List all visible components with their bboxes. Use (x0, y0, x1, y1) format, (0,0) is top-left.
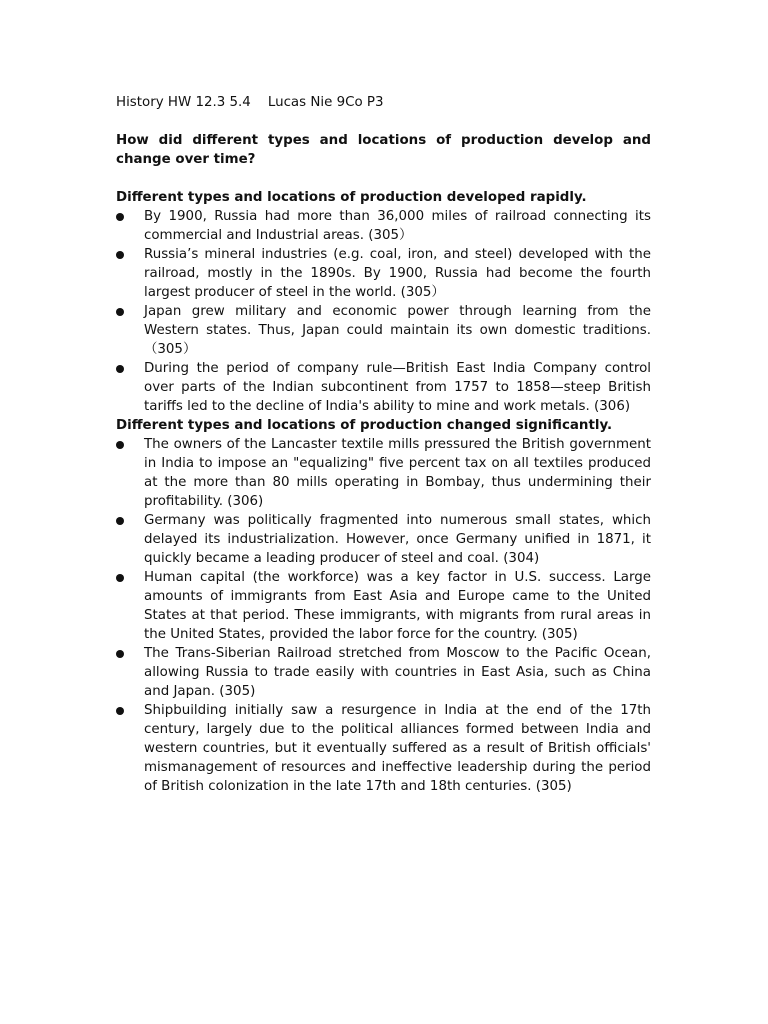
document-header: History HW 12.3 5.4 Lucas Nie 9Co P3 (116, 95, 384, 110)
section-heading: Different types and locations of production developed rapidly. (116, 190, 587, 205)
list-item-text: Human capital (the workforce) was a key factor in U.S. success. Large amounts of immigrants from East Asia and Europe came to the United States at that period. These immigrants, with migrants from rural areas in the United States, provided the labor force for the country. (305) (144, 570, 651, 642)
section-developed (116, 188, 651, 416)
bullet-icon (116, 207, 128, 226)
section-heading: Different types and locations of production changed significantly. (116, 418, 613, 433)
list-item (116, 511, 651, 568)
bullet-icon (116, 644, 128, 663)
bullet-icon (116, 701, 128, 720)
list-item-text: Germany was politically fragmented into numerous small states, which delayed its industrialization. However, once Germany unified in 1871, it quickly became a leading producer of steel and coal. (304) (144, 513, 651, 566)
list-item (116, 359, 651, 416)
bullet-icon (116, 435, 128, 454)
list-item-text: The Trans-Siberian Railroad stretched from Moscow to the Pacific Ocean, allowing Russia to trade easily with countries in East Asia, such as China and Japan. (305) (144, 646, 651, 699)
list-item-text: Japan grew military and economic power through learning from the Western states. Thus, Japan could maintain its own domestic traditions. （305） (144, 304, 651, 357)
bullet-icon (116, 302, 128, 321)
bullet-list (116, 207, 651, 416)
list-item (116, 245, 651, 302)
list-item-text: During the period of company rule—British East India Company control over parts of the Indian subcontinent from 1757 to 1858—steep British tariffs led to the decline of India's ability to mine and work metals. (306) (144, 361, 651, 414)
bullet-list (116, 435, 651, 796)
bullet-icon (116, 359, 128, 378)
list-item-text: Russia’s mineral industries (e.g. coal, iron, and steel) developed with the railroad, mostly in the 1890s. By 1900, Russia had become the fourth largest producer of steel in the world. (305） (144, 247, 651, 300)
bullet-icon (116, 245, 128, 264)
list-item-text: Shipbuilding initially saw a resurgence in India at the end of the 17th century, largely due to the political alliances formed between India and western countries, but it eventually suffered as a result of British officials' mismanagement of resources and ineffective leadership during the period of British colonization in the late 17th and 18th centuries. (305) (144, 703, 651, 794)
list-item (116, 568, 651, 644)
list-item (116, 207, 651, 245)
list-item-text: The owners of the Lancaster textile mills pressured the British government in India to impose an "equalizing" five percent tax on all textiles produced at the more than 80 mills operating in Bombay, thus undermining their profitability. (306) (144, 437, 651, 509)
list-item (116, 701, 651, 796)
list-item-text: By 1900, Russia had more than 36,000 miles of railroad connecting its commercial and Industrial areas. (305） (144, 209, 651, 243)
section-changed (116, 416, 651, 796)
assignment-question: How did different types and locations of production develop and change over time? (116, 133, 651, 167)
list-item (116, 435, 651, 511)
document-page (116, 93, 651, 796)
bullet-icon (116, 511, 128, 530)
bullet-icon (116, 568, 128, 587)
list-item (116, 302, 651, 359)
list-item (116, 644, 651, 701)
